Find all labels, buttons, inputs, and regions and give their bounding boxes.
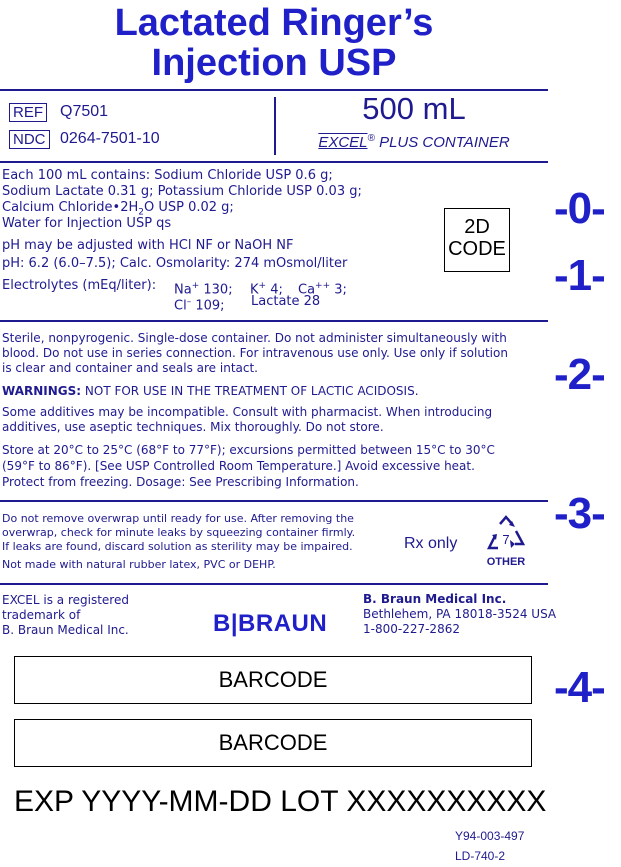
- product-title-line1: Lactated Ringer’s: [114, 2, 434, 44]
- 2d-code-line1: 2D: [464, 216, 490, 238]
- electrolytes-label: Electrolytes (mEq/liter):: [2, 278, 157, 293]
- ref-value: Q7501: [60, 103, 109, 120]
- overwrap-line1: Do not remove overwrap until ready for use. After removing the: [2, 512, 354, 525]
- code-line2: LD-740-2: [455, 849, 506, 863]
- registered-mark: ®: [367, 133, 375, 144]
- composition-line4: Water for Injection USP qs: [2, 216, 172, 231]
- scale-mark-4: -4-: [554, 663, 605, 712]
- product-title-line2: Injection USP: [151, 42, 397, 84]
- b-braun-logo: B|BRAUN: [213, 610, 328, 637]
- sterile-line3: is clear and container and seals are intact.: [2, 361, 258, 375]
- ph-adjust: pH may be adjusted with HCl NF or NaOH NF: [2, 238, 294, 253]
- overwrap-line4: Not made with natural rubber latex, PVC or DEHP.: [2, 558, 276, 571]
- container-name: [280, 133, 548, 151]
- barcode-placeholder-2: BARCODE: [14, 719, 532, 767]
- exp-lot: EXP YYYY-MM-DD LOT XXXXXXXXXX: [14, 785, 547, 818]
- recycle-icon: [485, 515, 527, 553]
- divider: [0, 320, 548, 322]
- trademark-line2: trademark of: [2, 608, 81, 622]
- composition-line2: Sodium Lactate 0.31 g; Potassium Chloride USP 0.03 g;: [2, 184, 362, 199]
- ndc-label: NDC: [9, 130, 50, 149]
- scale-mark-1: -1-: [554, 251, 605, 300]
- calcium-chloride-rest: O USP 0.02 g;: [144, 200, 234, 215]
- warnings-text: NOT FOR USE IN THE TREATMENT OF LACTIC ACIDOSIS.: [81, 384, 419, 398]
- trademark-line1: EXCEL is a registered: [2, 593, 129, 607]
- divider: [0, 583, 548, 585]
- warnings-label: WARNINGS:: [2, 384, 82, 398]
- recycle-number: 7: [502, 532, 510, 547]
- storage-line1: Store at 20°C to 25°C (68°F to 77°F); excursions permitted between 15°C to 30°C: [2, 443, 495, 457]
- electrolyte-ca: Ca++ 3;: [298, 281, 347, 298]
- calcium-chloride-text: Calcium Chloride•2H: [2, 200, 139, 215]
- company-address: Bethlehem, PA 18018-3524 USA: [363, 607, 557, 621]
- scale-mark-3: -3-: [554, 489, 605, 538]
- container-type: PLUS CONTAINER: [374, 134, 510, 151]
- recycle-label: OTHER: [486, 556, 526, 568]
- electrolyte-na: Na+ 130;: [174, 281, 233, 298]
- electrolyte-k: K+ 4;: [250, 281, 283, 298]
- sterile-line1: Sterile, nonpyrogenic. Single-dose container. Do not administer simultaneously with: [2, 331, 507, 345]
- overwrap-line3: If leaks are found, discard solution as sterility may be impaired.: [2, 540, 353, 553]
- company-phone: 1-800-227-2862: [363, 622, 460, 636]
- divider: [0, 500, 548, 502]
- additives-line1: Some additives may be incompatible. Consult with pharmacist. When introducing: [2, 405, 493, 419]
- additives-line2: additives, use aseptic techniques. Mix thoroughly. Do not store.: [2, 420, 384, 434]
- ph-osmolarity: pH: 6.2 (6.0–7.5); Calc. Osmolarity: 274 mOsmol/liter: [2, 256, 348, 271]
- scale-mark-0: -0-: [554, 184, 605, 233]
- trademark-line3: B. Braun Medical Inc.: [2, 623, 129, 637]
- overwrap-line2: overwrap, check for minute leaks by squeezing container firmly.: [2, 526, 356, 539]
- ref-label: REF: [9, 103, 47, 122]
- vertical-divider: [274, 97, 276, 155]
- 2d-code-placeholder: [444, 208, 510, 272]
- rx-only: Rx only: [404, 535, 458, 552]
- warnings: [2, 384, 419, 399]
- divider: [0, 161, 548, 163]
- composition-line1: Each 100 mL contains: Sodium Chloride USP 0.6 g;: [2, 168, 333, 183]
- ndc-value: 0264-7501-10: [60, 130, 160, 147]
- subscript: 2: [138, 207, 144, 218]
- barcode-placeholder-1: BARCODE: [14, 656, 532, 704]
- electrolyte-lactate: Lactate 28: [251, 294, 321, 309]
- 2d-code-line2: CODE: [448, 238, 506, 260]
- company-name: B. Braun Medical Inc.: [363, 592, 507, 606]
- storage-line3: Protect from freezing. Dosage: See Prescribing Information.: [2, 475, 359, 489]
- volume: 500 mL: [362, 91, 466, 126]
- code-line1: Y94-003-497: [455, 829, 525, 843]
- scale-mark-2: -2-: [554, 350, 605, 399]
- excel-brand: EXCEL: [318, 134, 368, 151]
- sterile-line2: blood. Do not use in series connection. For intravenous use only. Use only if solution: [2, 346, 508, 360]
- storage-line2: (59°F to 86°F). [See USP Controlled Room Temperature.] Avoid excessive heat.: [2, 459, 475, 473]
- electrolyte-cl: Cl– 109;: [174, 297, 225, 314]
